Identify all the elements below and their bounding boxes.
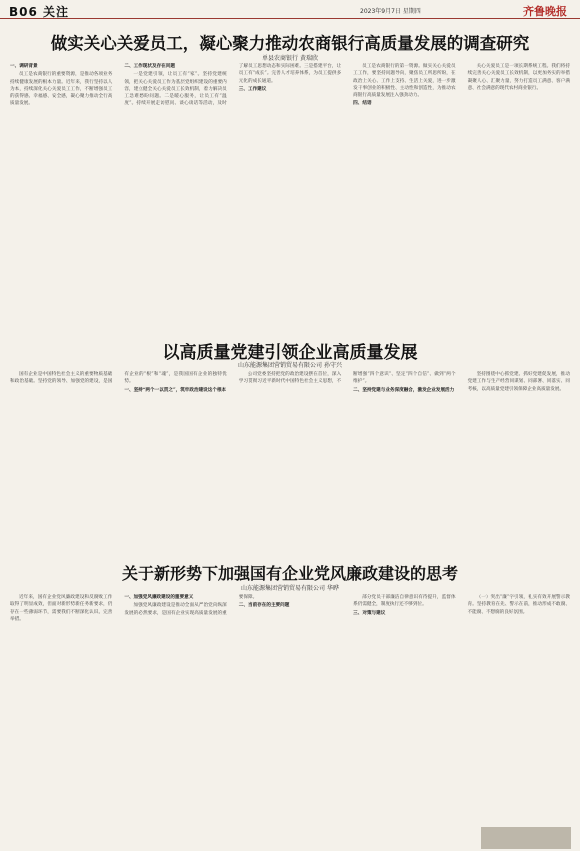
article-1-para: 员工是农商银行的重要资源，是推动各项业务持续健康发展的根本力量。近年来，我行坚持以人为本，持续深化关心关爱员工工作，不断增强员工的获得感、幸福感、安全感，凝心聚力推动全行高质量发展。 <box>10 72 113 107</box>
article-3-para: （一）突出“廉”字引领，礼实有效开展警示教育。坚持教育在先、警示在前，推动形成不敢腐、不能腐、不想腐的良好氛围。 <box>467 595 570 615</box>
issue-date: 2023年9月7日 星期四 <box>360 8 421 15</box>
article-2-byline: 山东能源集团营销贸易有限公司 孙守兴 <box>238 362 342 369</box>
article-1-para: 一是党建引领，让员工有“家”。坚持党建统领，把关心关爱员工作为基层党组织建设的重要内容，建立健全关心关爱员工长效机制，着力解决员工急难愁盼问题。二是暖心服务，让员工有“温度”。持续开展走访慰问、谈心谈话等活动，及时了解员工思想动态和实际困难。三是搭建平台，让员工有“成长”。完善人才培养体系，为员工提供多元化的成长通道。 <box>124 64 342 107</box>
article-3-body <box>10 594 570 820</box>
article-2-para: 二、坚持党建与业务深度融合，激发企业发展活力 <box>353 387 455 393</box>
article-1-title: 做实关心关爱员工，凝心聚力推动农商银行高质量发展的调查研究 <box>50 34 530 53</box>
article-1-para: 二、工作现状及存在问题 <box>124 64 175 69</box>
article-3-byline: 山东能源集团营销贸易有限公司 华晔 <box>241 585 339 592</box>
article-1-para: 一、调研背景 <box>10 64 38 69</box>
article-3-para: 一、加强党风廉政建设的重要意义 <box>124 595 194 600</box>
article-2-para: 公司党委坚持把党的政治建设摆在首位，深入学习贯彻习近平新时代中国特色社会主义思想，不断增强“四个意识”、坚定“四个自信”、做到“两个维护”。 <box>238 372 456 385</box>
article-3-para: 加强党风廉政建设是推动全面从严治党向纵深发展的必然要求，是国有企业实现高质量发展的重要保障。 <box>124 595 258 616</box>
article-3-para: 近年来，国有企业党风廉政建设和反腐败工作取得了明显成效，但面对新形势新任务新要求，仍存在一些薄弱环节，需要我们不断深化认识、完善举措。 <box>10 595 113 622</box>
article-1-para: 关心关爱员工是一项长期系统工程。我们将持续完善关心关爱员工长效机制，以更加务实的举措凝聚人心、汇聚力量，努力打造员工满意、客户满意、社会满意的现代农村商业银行。 <box>467 64 570 91</box>
article-2-title: 以高质量党建引领企业高质量发展 <box>162 343 418 363</box>
article-3-para: 三、对策与建议 <box>353 610 386 616</box>
article-1-para: 四、结语 <box>353 101 372 107</box>
article-2-para: 国有企业是中国特色社会主义的重要物质基础和政治基础。坚持党的领导、加强党的建设，是国有企业的“根”和“魂”，是我国国有企业的独特优势。 <box>10 372 227 385</box>
section-label: B06 关注 <box>9 5 70 19</box>
article-2-body <box>10 371 570 543</box>
article-2-para: 坚持围绕中心抓党建、抓好党建促发展，推动党建工作与生产经营同谋划、同部署、同落实、同考核，以高质量党建引领保障企业高质量发展。 <box>467 372 570 392</box>
article-3-para: 二、当前存在的主要问题 <box>238 603 290 609</box>
article-3-para: 部分党员干部廉洁自律意识有待提升，监督体系仍需健全，制度执行还不够到位。 <box>353 595 456 608</box>
page-header <box>0 0 580 19</box>
article-3-title: 关于新形势下加强国有企业党风廉政建设的思考 <box>121 564 458 583</box>
article-1-para: 三、工作建议 <box>238 86 267 92</box>
article-1-byline: 单县农商银行 黄瑞欣 <box>262 55 318 62</box>
newspaper-logo: 齐鲁晚报 <box>523 5 567 18</box>
article-1-para: 员工是农商银行的第一资源。做实关心关爱员工工作，要坚持问题导向，聚焦员工所思所盼，在政治上关心、工作上支持、生活上关爱，进一步激发干事创业的积极性、主动性和创造性，为推动农商银行高质量发展注入强劲动力。 <box>353 64 456 99</box>
article-1-body <box>10 63 570 321</box>
author-photo <box>481 827 571 849</box>
article-2-para: 一、坚持“两个一以贯之”，筑牢政治建设这个根本 <box>124 387 227 393</box>
